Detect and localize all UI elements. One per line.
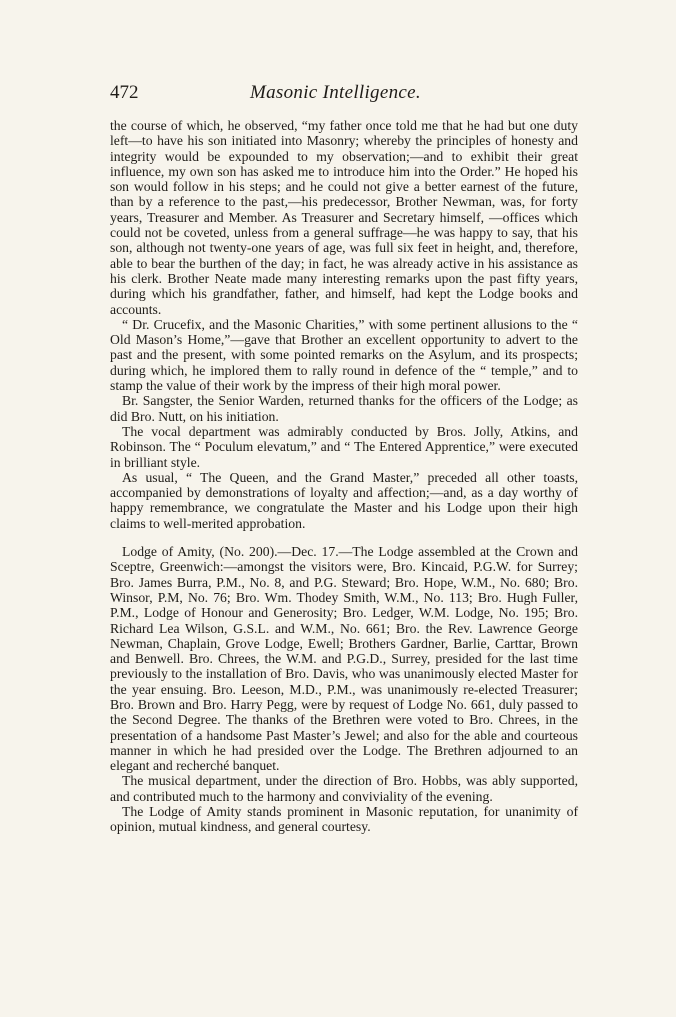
paragraph-lodge-of-amity: Lodge of Amity, (No. 200).—Dec. 17.—The Lodge assembled at the Crown and Sceptre, Greenwich:—amongst the visitors were, Bro. Kincaid, P.G.W. for Surrey; Bro. James Burra, P.M., No. 8, and P.G. Steward; Bro. Hope, W.M., No. 680; Bro. Winsor, P.M, No. 76; Bro. Wm. Thodey Smith, W.M., No. 113; Bro. Hugh Fuller, P.M., Lodge of Honour and Generosity; Bro. Ledger, W.M. Lodge, No. 195; Bro. Richard Lea Wilson, G.S.L. and W.M., No. 661; Bro. the Rev. Lawrence George Newman, Chaplain, Grove Lodge, Ewell; Brothers Gardner, Barlie, Carttar, Brown and Benwell. Bro. Chrees, the W.M. and P.G.D., Surrey, presided for the last time previously to the installation of Bro. Davis, who was unanimously elected Master for the year ensuing. Bro. Leeson, M.D., P.M., was unanimously re-elected Treasurer; Bro. Brown and Bro. Harry Pegg, were by request of Lodge No. 661, duly passed to the Second Degree. The thanks of the Brethren were voted to Bro. Chrees, in the presentation of a handsome Past Master’s Jewel; and also for the able and courteous manner in which he had presided over the Lodge. The Brethren adjourned to an elegant and recherché banquet. — [110, 544, 578, 774]
page — [110, 82, 578, 835]
running-title: Masonic Intelligence. — [250, 82, 421, 103]
paragraph-1: the course of which, he observed, “my father once told me that he had but one duty left—to have his son initiated into Masonry; whereby the principles of honesty and integrity would be expounded to my observation;—and to exhibit their great influence, my own son has asked me to introduce him into the Order.” He hoped his son would follow in his steps; and he could not give a better earnest of the future, than by a reference to the past,—his predecessor, Brother Newman, was, for forty years, Treasurer and Member. As Treasurer and Secretary himself, —offices which could not be coveted, unless from a general suffrage—he was happy to say, that his son, although not twenty-one years of age, was full six feet in height, and, therefore, able to bear the burthen of the day; in fact, he was already active in his assistance as his clerk. Brother Neate made many interesting remarks upon the past fifty years, during which his grandfather, father, and himself, had kept the Lodge books and accounts. — [110, 118, 578, 317]
paragraph-5: As usual, “ The Queen, and the Grand Master,” preceded all other toasts, accompanied by demonstrations of loyalty and affection;—and, as a day worthy of happy remembrance, we congratulate the Master and his Lodge upon their high claims to well-merited approbation. — [110, 469, 578, 531]
paragraph-2: “ Dr. Crucefix, and the Masonic Charities,” with some pertinent allusions to the “ Old Mason’s Home,”—gave that Brother an excellent opportunity to advert to the past and the present, with some pointed remarks on the Asylum, and its prospects; during which, he implored them to rally round in defence of the “ temple,” and to stamp the value of their work by the impress of their high moral power. — [110, 316, 578, 394]
page-header — [110, 82, 578, 112]
page-number: 472 — [110, 82, 139, 103]
section-gap — [110, 531, 578, 544]
paragraph-closing: The Lodge of Amity stands prominent in Masonic reputation, for unanimity of opinion, mutual kindness, and general courtesy. — [110, 804, 578, 835]
paragraph-3: Br. Sangster, the Senior Warden, returned thanks for the officers of the Lodge; as did Bro. Nutt, on his initiation. — [110, 393, 578, 424]
paragraph-4: The vocal department was admirably conducted by Bros. Jolly, Atkins, and Robinson. The “ Poculum elevatum,” and “ The Entered Apprentice,” were executed in brilliant style. — [110, 423, 578, 470]
paragraph-musical-department: The musical department, under the direction of Bro. Hobbs, was ably supported, and contributed much to the harmony and conviviality of the evening. — [110, 773, 578, 804]
